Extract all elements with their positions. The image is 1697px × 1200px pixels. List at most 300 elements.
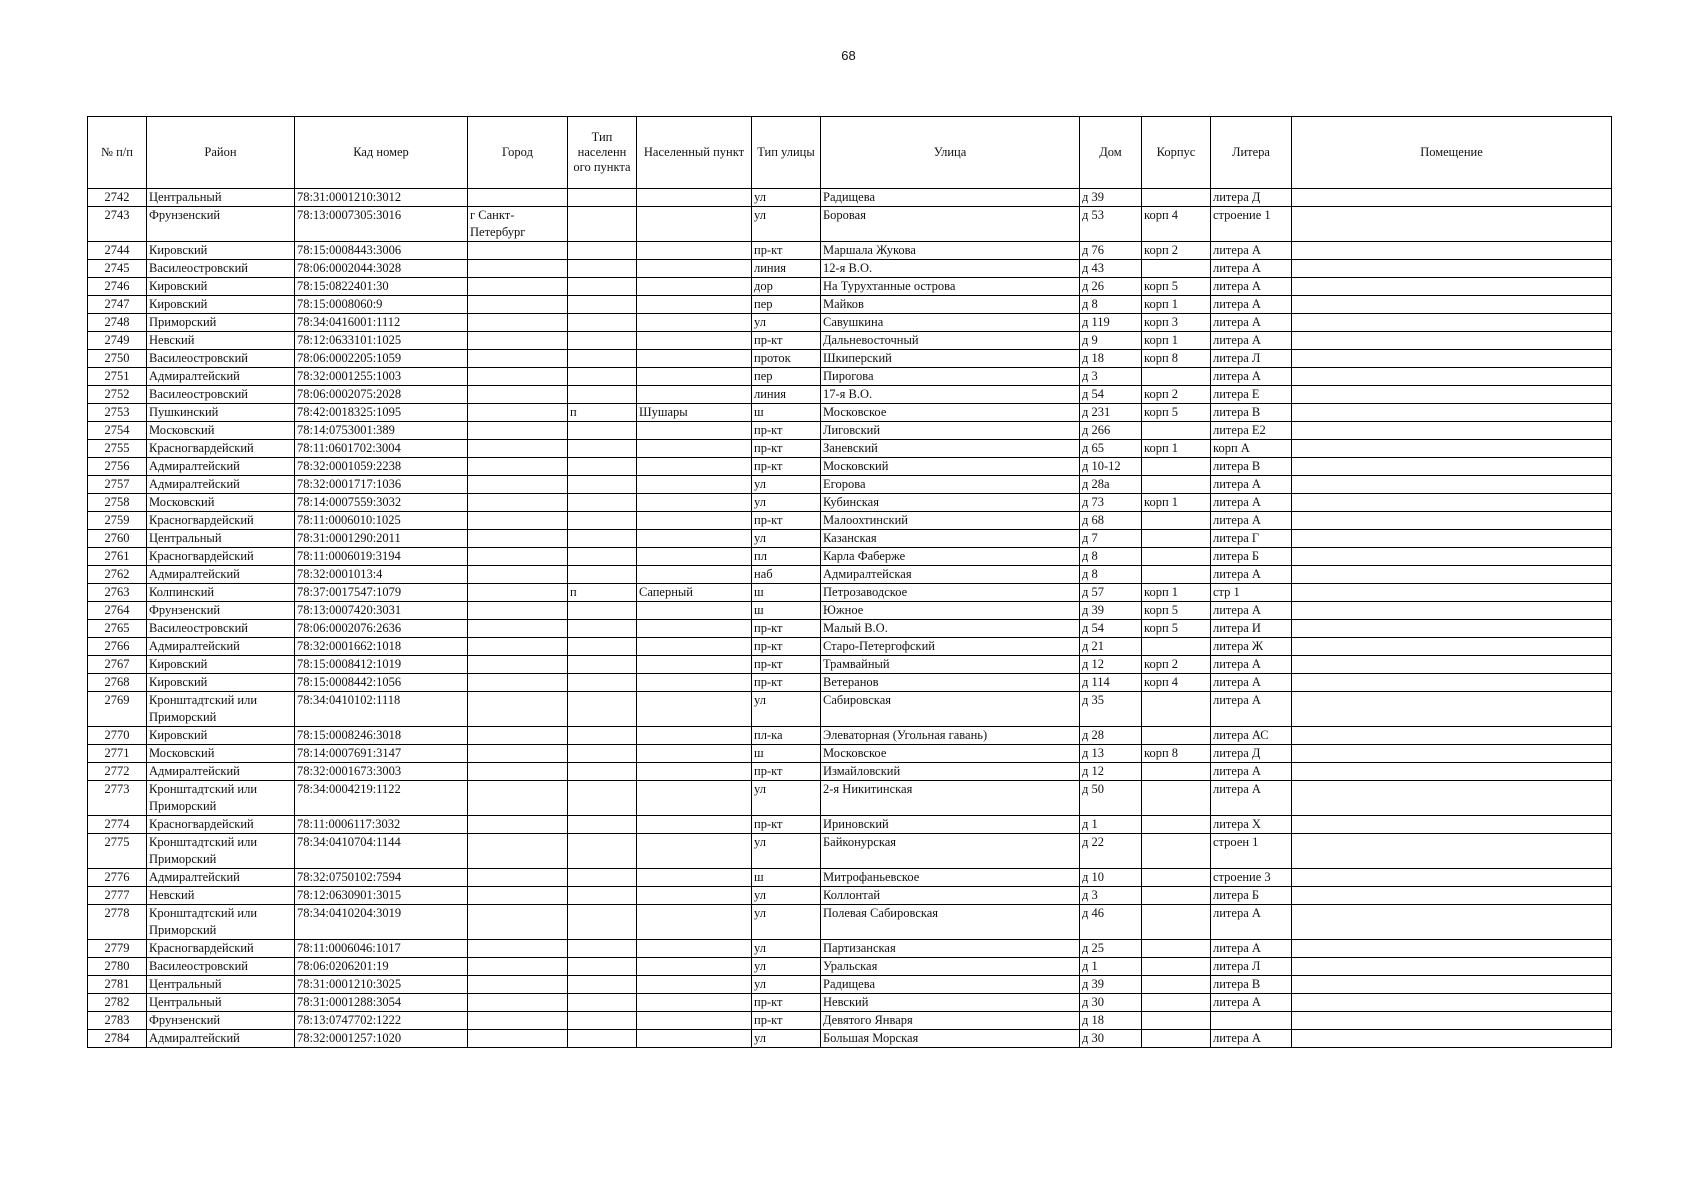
building-cell xyxy=(1142,887,1211,905)
row-number-cell: 2762 xyxy=(88,566,147,584)
street-type-cell: пр-кт xyxy=(752,440,821,458)
house-cell: д 28 xyxy=(1080,727,1142,745)
district-cell: Кронштадтский или Приморский xyxy=(147,834,295,869)
city-cell xyxy=(468,314,568,332)
settlement-type-cell xyxy=(568,887,637,905)
settlement-cell xyxy=(637,189,752,207)
settlement-cell xyxy=(637,368,752,386)
city-cell xyxy=(468,940,568,958)
cadastral-number-cell: 78:34:0416001:1112 xyxy=(295,314,468,332)
building-cell xyxy=(1142,834,1211,869)
table-row xyxy=(88,440,1612,458)
settlement-type-cell xyxy=(568,458,637,476)
settlement-type-cell xyxy=(568,566,637,584)
row-number-cell: 2749 xyxy=(88,332,147,350)
settlement-type-cell xyxy=(568,548,637,566)
premises-cell xyxy=(1292,816,1612,834)
building-cell xyxy=(1142,512,1211,530)
house-cell: д 30 xyxy=(1080,1030,1142,1048)
settlement-cell xyxy=(637,869,752,887)
district-cell: Василеостровский xyxy=(147,958,295,976)
house-cell: д 54 xyxy=(1080,386,1142,404)
header-row xyxy=(88,117,1612,189)
cadastral-number-cell: 78:11:0601702:3004 xyxy=(295,440,468,458)
table-row xyxy=(88,656,1612,674)
row-number-cell: 2776 xyxy=(88,869,147,887)
building-cell: корп 1 xyxy=(1142,332,1211,350)
settlement-cell xyxy=(637,994,752,1012)
street-type-cell: ул xyxy=(752,905,821,940)
cadastral-number-cell: 78:15:0822401:30 xyxy=(295,278,468,296)
house-cell: д 12 xyxy=(1080,763,1142,781)
col-header-district: Район xyxy=(147,117,295,189)
district-cell: Адмиралтейский xyxy=(147,869,295,887)
building-cell xyxy=(1142,638,1211,656)
building-cell: корп 8 xyxy=(1142,350,1211,368)
cadastral-number-cell: 78:34:0004219:1122 xyxy=(295,781,468,816)
table-row xyxy=(88,422,1612,440)
city-cell xyxy=(468,440,568,458)
settlement-type-cell xyxy=(568,530,637,548)
building-cell xyxy=(1142,781,1211,816)
district-cell: Московский xyxy=(147,422,295,440)
building-cell: корп 3 xyxy=(1142,314,1211,332)
street-type-cell: линия xyxy=(752,260,821,278)
cadastral-number-cell: 78:06:0002205:1059 xyxy=(295,350,468,368)
house-cell: д 76 xyxy=(1080,242,1142,260)
letter-cell: литера А xyxy=(1211,1030,1292,1048)
settlement-type-cell: п xyxy=(568,584,637,602)
street-cell: Южное xyxy=(821,602,1080,620)
street-type-cell: пер xyxy=(752,368,821,386)
city-cell xyxy=(468,834,568,869)
settlement-cell xyxy=(637,763,752,781)
city-cell xyxy=(468,368,568,386)
street-type-cell: ш xyxy=(752,404,821,422)
street-type-cell: пр-кт xyxy=(752,656,821,674)
col-header-street: Улица xyxy=(821,117,1080,189)
table-row xyxy=(88,350,1612,368)
cadastral-number-cell: 78:15:0008412:1019 xyxy=(295,656,468,674)
street-cell: Егорова xyxy=(821,476,1080,494)
row-number-cell: 2765 xyxy=(88,620,147,638)
street-type-cell: пр-кт xyxy=(752,816,821,834)
street-cell: Лиговский xyxy=(821,422,1080,440)
settlement-type-cell xyxy=(568,763,637,781)
building-cell xyxy=(1142,940,1211,958)
letter-cell: литера А xyxy=(1211,332,1292,350)
table-row xyxy=(88,602,1612,620)
table-row xyxy=(88,494,1612,512)
house-cell: д 1 xyxy=(1080,958,1142,976)
premises-cell xyxy=(1292,296,1612,314)
building-cell: корп 5 xyxy=(1142,404,1211,422)
house-cell: д 8 xyxy=(1080,296,1142,314)
district-cell: Адмиралтейский xyxy=(147,1030,295,1048)
table-row xyxy=(88,638,1612,656)
house-cell: д 1 xyxy=(1080,816,1142,834)
table-row xyxy=(88,404,1612,422)
col-header-cadastral-number: Кад номер xyxy=(295,117,468,189)
premises-cell xyxy=(1292,260,1612,278)
settlement-type-cell xyxy=(568,440,637,458)
street-type-cell: ул xyxy=(752,1030,821,1048)
settlement-type-cell xyxy=(568,834,637,869)
street-type-cell: ул xyxy=(752,834,821,869)
letter-cell: литера И xyxy=(1211,620,1292,638)
street-cell: Малый В.О. xyxy=(821,620,1080,638)
street-type-cell: пр-кт xyxy=(752,1012,821,1030)
premises-cell xyxy=(1292,278,1612,296)
letter-cell: литера А xyxy=(1211,314,1292,332)
district-cell: Василеостровский xyxy=(147,350,295,368)
row-number-cell: 2759 xyxy=(88,512,147,530)
district-cell: Центральный xyxy=(147,994,295,1012)
row-number-cell: 2782 xyxy=(88,994,147,1012)
city-cell xyxy=(468,994,568,1012)
cadastral-number-cell: 78:13:0007305:3016 xyxy=(295,207,468,242)
cadastral-number-cell: 78:06:0002075:2028 xyxy=(295,386,468,404)
settlement-cell xyxy=(637,314,752,332)
house-cell: д 8 xyxy=(1080,548,1142,566)
building-cell xyxy=(1142,976,1211,994)
table-row xyxy=(88,584,1612,602)
letter-cell: литера Г xyxy=(1211,530,1292,548)
settlement-type-cell xyxy=(568,869,637,887)
street-type-cell: пр-кт xyxy=(752,332,821,350)
district-cell: Красногвардейский xyxy=(147,512,295,530)
house-cell: д 30 xyxy=(1080,994,1142,1012)
settlement-cell xyxy=(637,1030,752,1048)
district-cell: Кировский xyxy=(147,242,295,260)
table-row xyxy=(88,1030,1612,1048)
city-cell xyxy=(468,494,568,512)
street-cell: Элеваторная (Угольная гавань) xyxy=(821,727,1080,745)
settlement-type-cell xyxy=(568,512,637,530)
street-type-cell: ул xyxy=(752,189,821,207)
street-type-cell: пр-кт xyxy=(752,674,821,692)
premises-cell xyxy=(1292,440,1612,458)
premises-cell xyxy=(1292,602,1612,620)
premises-cell xyxy=(1292,566,1612,584)
cadastral-number-cell: 78:13:0747702:1222 xyxy=(295,1012,468,1030)
row-number-cell: 2752 xyxy=(88,386,147,404)
row-number-cell: 2772 xyxy=(88,763,147,781)
street-cell: Боровая xyxy=(821,207,1080,242)
city-cell xyxy=(468,656,568,674)
building-cell xyxy=(1142,869,1211,887)
district-cell: Московский xyxy=(147,494,295,512)
settlement-type-cell xyxy=(568,350,637,368)
row-number-cell: 2771 xyxy=(88,745,147,763)
settlement-cell xyxy=(637,602,752,620)
table-row xyxy=(88,207,1612,242)
premises-cell xyxy=(1292,958,1612,976)
street-cell: Адмиралтейская xyxy=(821,566,1080,584)
settlement-type-cell xyxy=(568,296,637,314)
street-cell: Полевая Сабировская xyxy=(821,905,1080,940)
premises-cell xyxy=(1292,584,1612,602)
house-cell: д 119 xyxy=(1080,314,1142,332)
table-row xyxy=(88,869,1612,887)
cadastral-number-cell: 78:32:0750102:7594 xyxy=(295,869,468,887)
row-number-cell: 2760 xyxy=(88,530,147,548)
cadastral-number-cell: 78:13:0007420:3031 xyxy=(295,602,468,620)
street-cell: Дальневосточный xyxy=(821,332,1080,350)
building-cell xyxy=(1142,476,1211,494)
premises-cell xyxy=(1292,458,1612,476)
street-type-cell: пр-кт xyxy=(752,994,821,1012)
row-number-cell: 2763 xyxy=(88,584,147,602)
letter-cell: литера А xyxy=(1211,692,1292,727)
letter-cell: литера А xyxy=(1211,368,1292,386)
row-number-cell: 2783 xyxy=(88,1012,147,1030)
cadastral-number-cell: 78:31:0001210:3025 xyxy=(295,976,468,994)
premises-cell xyxy=(1292,404,1612,422)
premises-cell xyxy=(1292,727,1612,745)
house-cell: д 57 xyxy=(1080,584,1142,602)
street-cell: 17-я В.О. xyxy=(821,386,1080,404)
premises-cell xyxy=(1292,548,1612,566)
cadastral-number-cell: 78:31:0001290:2011 xyxy=(295,530,468,548)
district-cell: Колпинский xyxy=(147,584,295,602)
letter-cell: литера А xyxy=(1211,781,1292,816)
building-cell: корп 1 xyxy=(1142,584,1211,602)
house-cell: д 3 xyxy=(1080,887,1142,905)
table-header xyxy=(88,117,1612,189)
street-type-cell: ш xyxy=(752,869,821,887)
settlement-cell xyxy=(637,458,752,476)
settlement-type-cell xyxy=(568,905,637,940)
settlement-type-cell xyxy=(568,620,637,638)
city-cell xyxy=(468,745,568,763)
table-row xyxy=(88,332,1612,350)
settlement-type-cell xyxy=(568,207,637,242)
settlement-cell xyxy=(637,332,752,350)
house-cell: д 10 xyxy=(1080,869,1142,887)
letter-cell: литера Б xyxy=(1211,548,1292,566)
settlement-type-cell xyxy=(568,189,637,207)
building-cell xyxy=(1142,1030,1211,1048)
street-type-cell: пр-кт xyxy=(752,458,821,476)
table-row xyxy=(88,296,1612,314)
table-row xyxy=(88,958,1612,976)
district-cell: Фрунзенский xyxy=(147,602,295,620)
city-cell xyxy=(468,887,568,905)
settlement-cell xyxy=(637,692,752,727)
street-cell: На Турухтанные острова xyxy=(821,278,1080,296)
table-row xyxy=(88,620,1612,638)
city-cell xyxy=(468,422,568,440)
premises-cell xyxy=(1292,763,1612,781)
col-header-premises: Помещение xyxy=(1292,117,1612,189)
letter-cell: литера А xyxy=(1211,566,1292,584)
city-cell xyxy=(468,976,568,994)
settlement-cell xyxy=(637,530,752,548)
street-cell: Казанская xyxy=(821,530,1080,548)
letter-cell: литера А xyxy=(1211,296,1292,314)
letter-cell: литера Ж xyxy=(1211,638,1292,656)
table-row xyxy=(88,476,1612,494)
building-cell xyxy=(1142,727,1211,745)
cadastral-number-cell: 78:12:0633101:1025 xyxy=(295,332,468,350)
street-cell: Партизанская xyxy=(821,940,1080,958)
house-cell: д 53 xyxy=(1080,207,1142,242)
cadastral-number-cell: 78:34:0410102:1118 xyxy=(295,692,468,727)
letter-cell: литера А xyxy=(1211,260,1292,278)
street-type-cell: ул xyxy=(752,940,821,958)
district-cell: Красногвардейский xyxy=(147,816,295,834)
cadastral-number-cell: 78:32:0001717:1036 xyxy=(295,476,468,494)
street-cell: Московское xyxy=(821,745,1080,763)
row-number-cell: 2766 xyxy=(88,638,147,656)
row-number-cell: 2743 xyxy=(88,207,147,242)
district-cell: Кировский xyxy=(147,296,295,314)
premises-cell xyxy=(1292,494,1612,512)
col-header-letter: Литера xyxy=(1211,117,1292,189)
premises-cell xyxy=(1292,869,1612,887)
table-row xyxy=(88,566,1612,584)
city-cell xyxy=(468,584,568,602)
premises-cell xyxy=(1292,940,1612,958)
cadastral-number-cell: 78:32:0001013:4 xyxy=(295,566,468,584)
city-cell xyxy=(468,189,568,207)
row-number-cell: 2767 xyxy=(88,656,147,674)
district-cell: Приморский xyxy=(147,314,295,332)
table-row xyxy=(88,940,1612,958)
letter-cell: строен 1 xyxy=(1211,834,1292,869)
premises-cell xyxy=(1292,976,1612,994)
settlement-type-cell xyxy=(568,368,637,386)
house-cell: д 35 xyxy=(1080,692,1142,727)
street-cell: Коллонтай xyxy=(821,887,1080,905)
district-cell: Фрунзенский xyxy=(147,207,295,242)
premises-cell xyxy=(1292,692,1612,727)
house-cell: д 65 xyxy=(1080,440,1142,458)
premises-cell xyxy=(1292,1012,1612,1030)
district-cell: Московский xyxy=(147,745,295,763)
building-cell xyxy=(1142,458,1211,476)
city-cell xyxy=(468,260,568,278)
district-cell: Красногвардейский xyxy=(147,548,295,566)
house-cell: д 50 xyxy=(1080,781,1142,816)
street-type-cell: ул xyxy=(752,976,821,994)
city-cell xyxy=(468,1030,568,1048)
building-cell: корп 8 xyxy=(1142,745,1211,763)
city-cell xyxy=(468,350,568,368)
settlement-cell xyxy=(637,296,752,314)
house-cell: д 21 xyxy=(1080,638,1142,656)
street-type-cell: ул xyxy=(752,207,821,242)
house-cell: д 8 xyxy=(1080,566,1142,584)
street-type-cell: пр-кт xyxy=(752,512,821,530)
street-type-cell: пер xyxy=(752,296,821,314)
building-cell: корп 4 xyxy=(1142,674,1211,692)
building-cell: корп 1 xyxy=(1142,296,1211,314)
cadastral-number-cell: 78:11:0006010:1025 xyxy=(295,512,468,530)
street-type-cell: дор xyxy=(752,278,821,296)
street-cell: Савушкина xyxy=(821,314,1080,332)
settlement-cell xyxy=(637,1012,752,1030)
settlement-cell xyxy=(637,976,752,994)
settlement-type-cell xyxy=(568,422,637,440)
table-row xyxy=(88,1012,1612,1030)
house-cell: д 22 xyxy=(1080,834,1142,869)
table-row xyxy=(88,763,1612,781)
table-row xyxy=(88,189,1612,207)
settlement-type-cell xyxy=(568,994,637,1012)
district-cell: Кировский xyxy=(147,278,295,296)
premises-cell xyxy=(1292,207,1612,242)
letter-cell: литера Л xyxy=(1211,350,1292,368)
settlement-type-cell xyxy=(568,638,637,656)
cadastral-number-cell: 78:14:0007691:3147 xyxy=(295,745,468,763)
city-cell xyxy=(468,386,568,404)
city-cell: г Санкт-Петербург xyxy=(468,207,568,242)
building-cell xyxy=(1142,905,1211,940)
building-cell xyxy=(1142,530,1211,548)
page-number: 68 xyxy=(841,48,856,63)
cadastral-number-cell: 78:12:0630901:3015 xyxy=(295,887,468,905)
premises-cell xyxy=(1292,332,1612,350)
table-row xyxy=(88,994,1612,1012)
district-cell: Адмиралтейский xyxy=(147,638,295,656)
cadastral-number-cell: 78:42:0018325:1095 xyxy=(295,404,468,422)
district-cell: Фрунзенский xyxy=(147,1012,295,1030)
table-row xyxy=(88,530,1612,548)
settlement-cell xyxy=(637,476,752,494)
settlement-type-cell xyxy=(568,1012,637,1030)
settlement-cell xyxy=(637,386,752,404)
letter-cell: литера А xyxy=(1211,674,1292,692)
city-cell xyxy=(468,242,568,260)
city-cell xyxy=(468,674,568,692)
letter-cell: литера А xyxy=(1211,940,1292,958)
building-cell xyxy=(1142,189,1211,207)
city-cell xyxy=(468,404,568,422)
district-cell: Центральный xyxy=(147,189,295,207)
table-row xyxy=(88,368,1612,386)
building-cell xyxy=(1142,763,1211,781)
letter-cell: литера Е xyxy=(1211,386,1292,404)
settlement-type-cell xyxy=(568,1030,637,1048)
col-header-building: Корпус xyxy=(1142,117,1211,189)
building-cell: корп 5 xyxy=(1142,278,1211,296)
cadastral-number-cell: 78:34:0410204:3019 xyxy=(295,905,468,940)
settlement-cell xyxy=(637,440,752,458)
city-cell xyxy=(468,566,568,584)
row-number-cell: 2746 xyxy=(88,278,147,296)
house-cell: д 73 xyxy=(1080,494,1142,512)
district-cell: Кировский xyxy=(147,656,295,674)
col-header-street-type: Тип улицы xyxy=(752,117,821,189)
house-cell: д 39 xyxy=(1080,976,1142,994)
property-registry-table xyxy=(87,116,1612,1048)
house-cell: д 114 xyxy=(1080,674,1142,692)
street-cell: Маршала Жукова xyxy=(821,242,1080,260)
row-number-cell: 2751 xyxy=(88,368,147,386)
letter-cell: литера А xyxy=(1211,994,1292,1012)
row-number-cell: 2744 xyxy=(88,242,147,260)
city-cell xyxy=(468,1012,568,1030)
settlement-cell xyxy=(637,620,752,638)
row-number-cell: 2774 xyxy=(88,816,147,834)
district-cell: Невский xyxy=(147,887,295,905)
cadastral-number-cell: 78:15:0008246:3018 xyxy=(295,727,468,745)
table-row xyxy=(88,887,1612,905)
house-cell: д 39 xyxy=(1080,602,1142,620)
settlement-cell xyxy=(637,350,752,368)
